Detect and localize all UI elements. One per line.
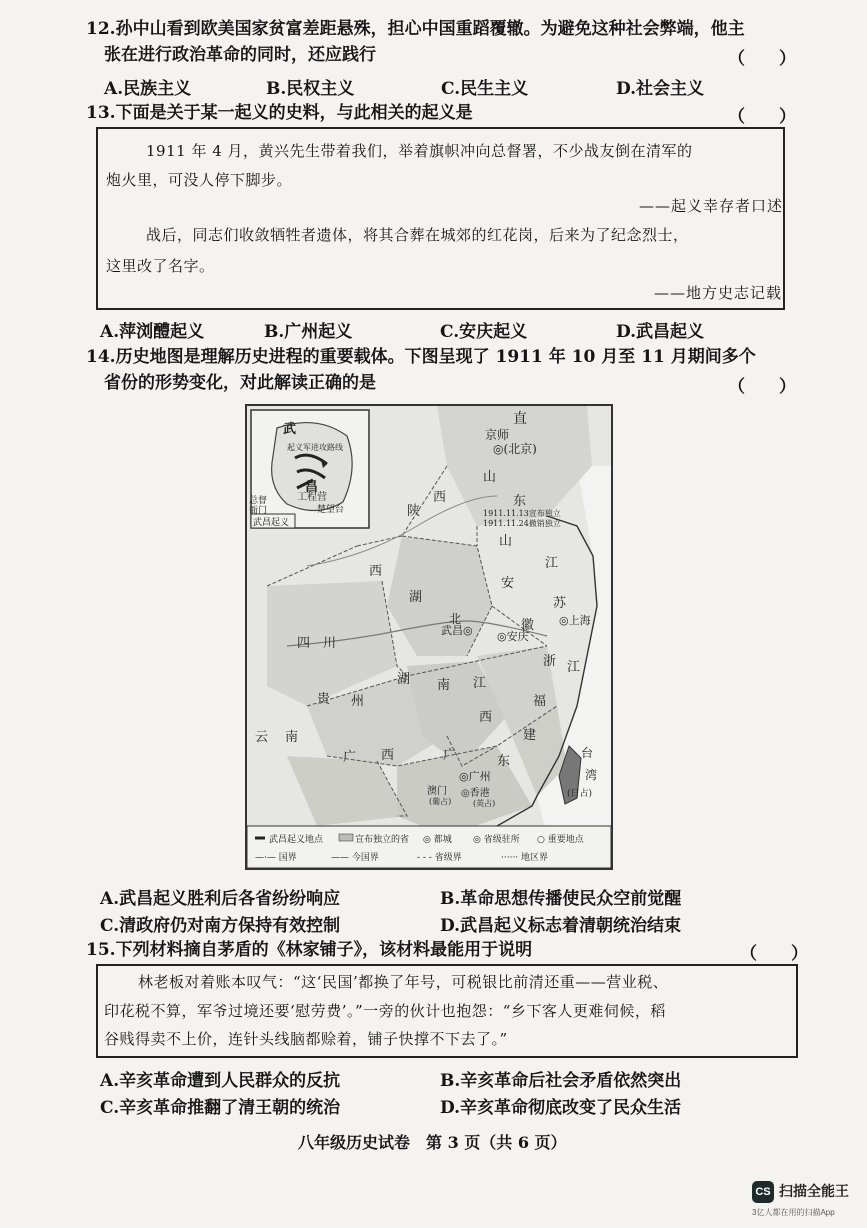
map-label-gui: 贵 <box>317 692 331 707</box>
q13-source2: ——地方史志记载 <box>654 284 783 302</box>
map-label-date1: 1911.11.13宣布独立 <box>483 509 561 518</box>
q13-material1-line2: 炮火里，可没人停下脚步。 <box>106 171 293 189</box>
legend-district-border: ······ 地区界 <box>501 853 549 863</box>
q14-option-d: D.武昌起义标志着清朝统治结束 <box>440 916 682 936</box>
map-label-fu: 福 <box>533 694 547 709</box>
q12-option-b: B.民权主义 <box>266 79 355 99</box>
inset-label-chuwangtai: 楚望台 <box>317 505 345 515</box>
q14-option-b: B.革命思想传播使民众空前觉醒 <box>440 889 682 909</box>
map-label-yingzhan: (英占) <box>473 799 496 808</box>
map-label-jiang: 江 <box>545 556 559 571</box>
map-label-aomen: 澳门 <box>427 786 447 797</box>
inset-label-zongdu: 总督衙门 <box>249 496 268 516</box>
legend-provincial-seat: ◎ 省级驻所 <box>473 835 520 845</box>
q14-option-a: A.武昌起义胜利后各省纷纷响应 <box>100 889 341 909</box>
q13-answer-paren: （ ） <box>728 107 796 127</box>
map-label-nan: 南 <box>437 678 451 693</box>
map-label-zhi: 直 <box>513 411 527 427</box>
map-label-date2: 1911.11.24撤销独立 <box>483 519 561 528</box>
q15-material-line1: 林老板对着账本叹气：“这‘民国’都换了年号，可税银比前清还重——营业税、 <box>138 973 669 991</box>
map-label-wuchang: 武昌◎ <box>441 624 473 637</box>
inset-label-gongcheng: 工程营 <box>297 492 327 503</box>
map-label-shan2: 山 <box>499 534 513 549</box>
inset-label-wu: 武 <box>283 422 297 437</box>
map-label-an: 安 <box>501 576 515 591</box>
map-label-zhe: 浙 <box>543 654 557 669</box>
q15-material-line3: 谷贱得卖不上价，连针头线脑都赊着，铺子快撑不下去了。” <box>104 1030 508 1048</box>
q14-answer-paren: （ ） <box>728 377 796 397</box>
camscanner-logo-icon: CS <box>752 1181 774 1203</box>
map-label-putao: (葡占) <box>429 797 452 806</box>
q13-material1-line1: 1911 年 4 月，黄兴先生带着我们，举着旗帜冲向总督署，不少战友倒在清军的 <box>146 142 693 160</box>
map-label-hu2: 湖 <box>397 672 411 687</box>
map-label-guangzhou: ◎广州 <box>459 770 491 783</box>
q13-stem: 13.下面是关于某一起义的史料，与此相关的起义是 <box>86 103 473 123</box>
q13-source1: ——起义幸存者口述 <box>639 197 784 215</box>
map-label-sichuan: 四 川 <box>297 636 337 651</box>
page-footer: 八年级历史试卷 第 3 页（共 6 页） <box>298 1133 567 1152</box>
camscanner-slogan: 3亿人都在用的扫描App <box>752 1208 835 1217</box>
q13-material2-line1: 战后，同志们收敛牺牲者遗体，将其合葬在城郊的红花岗，后来为了纪念烈士， <box>146 226 689 244</box>
legend-provincial-border: - - - 省级界 <box>417 853 462 863</box>
q15-material-line2: 印花税不算，军爷过境还要‘慰劳费’。”一旁的伙计也抱怨：“乡下客人更难伺候，稻 <box>104 1002 666 1020</box>
q14-stem-line1: 14.历史地图是理解历史进程的重要载体。下图呈现了 1911 年 10 月至 11 月期间多个 <box>86 347 756 367</box>
q12-option-a: A.民族主义 <box>104 79 192 99</box>
map-label-xi3: 西 <box>479 710 493 725</box>
map-label-jiang2: 江 <box>567 660 581 675</box>
q15-material-box <box>96 964 798 1058</box>
q12-option-d: D.社会主义 <box>616 79 705 99</box>
map-label-dong: 东 <box>513 494 527 509</box>
map-label-su: 苏 <box>553 596 567 611</box>
map-label-hu1: 湖 <box>409 590 423 605</box>
map-label-nan2: 南 <box>285 730 299 745</box>
q15-option-d: D.辛亥革命彻底改变了民众生活 <box>440 1098 682 1118</box>
q13-material2-line2: 这里改了名字。 <box>106 257 215 275</box>
map-label-zhou: 州 <box>351 694 365 709</box>
q13-option-b: B.广州起义 <box>264 322 353 342</box>
camscanner-name: 扫描全能王 <box>779 1183 849 1199</box>
map-label-wan: 湾 <box>585 768 598 782</box>
legend-important-place: ○ 重要地点 <box>537 835 584 845</box>
inset-label-chang: 昌 <box>305 480 319 495</box>
map-label-tai: 台 <box>581 746 594 760</box>
map-label-bei: 北 <box>449 612 462 626</box>
q12-stem-line1: 12.孙中山看到欧美国家贫富差距悬殊，担心中国重蹈覆辙。为避免这种社会弊端，他主 <box>86 19 745 39</box>
q12-option-c: C.民生主义 <box>441 79 529 99</box>
map-label-guang: 广 <box>343 750 357 765</box>
map-label-ri: (日占) <box>567 789 593 799</box>
legend-national-border: —·— 国界 <box>255 853 297 863</box>
q14-stem-line2: 省份的形势变化，对此解读正确的是 <box>104 373 376 393</box>
inset-arrows-label: 起义军进攻路线 <box>287 443 343 452</box>
q15-option-b: B.辛亥革命后社会矛盾依然突出 <box>440 1071 682 1091</box>
map-label-xi4: 西 <box>381 748 395 763</box>
map-label-dong2: 东 <box>497 754 511 769</box>
legend-wuchang: 武昌起义地点 <box>269 835 324 845</box>
q15-answer-paren: （ ） <box>740 944 808 964</box>
q13-option-d: D.武昌起义 <box>616 322 705 342</box>
q13-material-box <box>96 127 785 310</box>
map-label-beijing: ◎(北京) <box>493 442 537 456</box>
q15-option-a: A.辛亥革命遭到人民群众的反抗 <box>100 1071 341 1091</box>
map-label-shaanxi: 陕 <box>407 504 421 519</box>
map-label-anqing: ◎安庆 <box>497 630 529 643</box>
legend-current-border: —— 今国界 <box>331 853 379 863</box>
map-label-xianggang: ◎香港 <box>461 788 490 799</box>
map-label-hui: 徽 <box>521 618 535 633</box>
inset-title: 武昌起义 <box>253 518 290 528</box>
legend-independent: 宣布独立的省 <box>355 835 410 845</box>
legend-capital: ◎ 都城 <box>423 835 452 845</box>
q12-stem-line2: 张在进行政治革命的同时，还应践行 <box>104 45 376 65</box>
map-label-xi1: 西 <box>433 490 447 505</box>
q15-stem: 15.下列材料摘自茅盾的《林家铺子》，该材料最能用于说明 <box>86 940 533 960</box>
q12-answer-paren: （ ） <box>728 49 796 69</box>
map-label-jian: 建 <box>523 728 537 743</box>
map-label-guang2: 广 <box>443 748 457 763</box>
map-label-shanghai: ◎上海 <box>559 614 591 627</box>
map-label-xi2: 西 <box>369 564 383 579</box>
q13-option-c: C.安庆起义 <box>440 322 528 342</box>
map-label-yun: 云 <box>255 730 269 745</box>
q13-option-a: A.萍浏醴起义 <box>100 322 205 342</box>
map-label-jingshi: 京师 <box>485 428 510 442</box>
q15-option-c: C.辛亥革命推翻了清王朝的统治 <box>100 1098 341 1118</box>
map-label-shan-top: 山 <box>483 470 497 485</box>
history-map <box>245 404 613 870</box>
q14-option-c: C.清政府仍对南方保持有效控制 <box>100 916 341 936</box>
map-label-jiang3: 江 <box>473 676 487 691</box>
